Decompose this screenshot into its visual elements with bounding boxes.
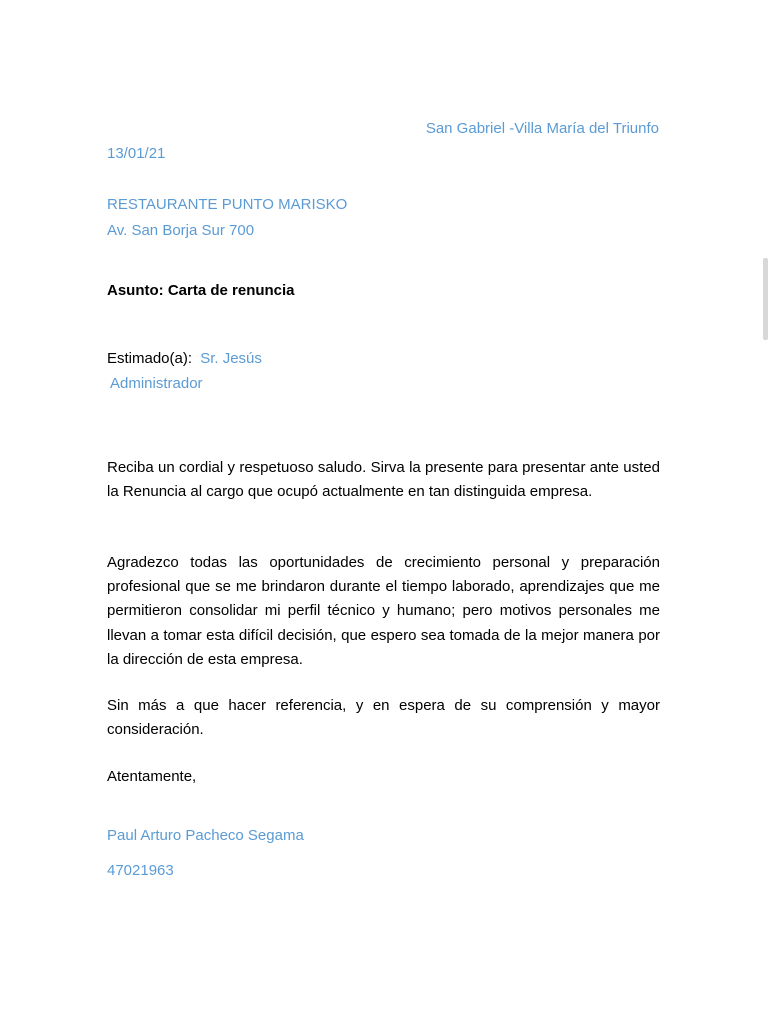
greeting-line: [107, 349, 262, 369]
scrollbar-thumb[interactable]: [763, 258, 768, 340]
greeting-label: Estimado(a):: [107, 350, 193, 367]
letter-date: 13/01/21: [107, 145, 166, 162]
recipient-name: Sr. Jesús: [200, 350, 262, 367]
recipient-role: Administrador: [110, 375, 203, 392]
body-paragraph-3: Sin más a que hacer referencia, y en espera de su comprensión y mayor consideración.: [107, 697, 660, 739]
company-name: RESTAURANTE PUNTO MARISKO: [107, 196, 348, 213]
body-paragraph-2: Agradezco todas las oportunidades de crecimiento personal y preparación profesional que se me brindaron durante el tiempo laborado, aprendizajes que me permitieron consolidar mi perfil técnico y humano; pero motivos personales me llevan a tomar esta difícil decisión, que espero sea tomada de la mejor manera por la dirección de esta empresa.: [107, 554, 660, 668]
letter-subject: Asunto: Carta de renuncia: [107, 282, 295, 299]
scrollbar-track[interactable]: [762, 0, 768, 1024]
closing-text: Atentamente,: [107, 768, 197, 785]
letter-place: San Gabriel -Villa María del Triunfo: [425, 120, 659, 137]
signer-dni: 47021963: [107, 862, 174, 879]
body-paragraph-1: Reciba un cordial y respetuoso saludo. Sirva la presente para presentar ante usted la Renuncia al cargo que ocupó actualmente en tan distinguida empresa.: [107, 459, 660, 501]
signer-name: Paul Arturo Pacheco Segama: [107, 827, 304, 844]
company-address: Av. San Borja Sur 700: [107, 222, 255, 239]
